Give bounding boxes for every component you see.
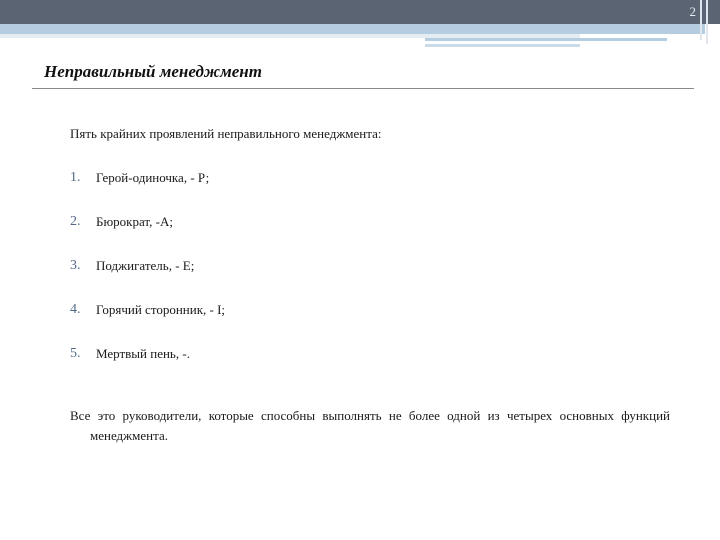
list-item-text: Герой-одиночка, - Р; [96,170,210,185]
list-item-number: 3. [70,258,81,273]
accent-stripe [425,38,667,41]
accent-stripe [425,44,580,47]
decorative-rule [700,0,702,40]
list-item [70,170,670,214]
list-item [70,214,670,258]
list-item [70,258,670,302]
list-item-number: 5. [70,346,81,361]
list-item-text: Поджигатель, - Е; [96,258,195,273]
list-item-number: 2. [70,214,81,229]
title-divider [32,88,694,89]
page-title: Неправильный менеджмент [44,62,262,81]
list-item-text: Бюрократ, -А; [96,214,173,229]
accent-stripe [0,24,705,34]
list-item-text: Горячий сторонник, - I; [96,302,226,317]
list-item-number: 4. [70,302,81,317]
list-item-text: Мертвый пень, -. [96,346,190,361]
list-item-number: 1. [70,170,81,185]
list-item [70,302,670,346]
conclusion-text: Все это руководители, которые способны выполнять не более одной из четырех основных функций менеджмента. [70,408,670,443]
top-bar [0,0,720,24]
decorative-rule [706,0,708,44]
intro-text: Пять крайних проявлений неправильного менеджмента: [70,126,382,141]
numbered-list [70,170,670,390]
list-item [70,346,670,390]
page-number: 2 [689,4,696,19]
